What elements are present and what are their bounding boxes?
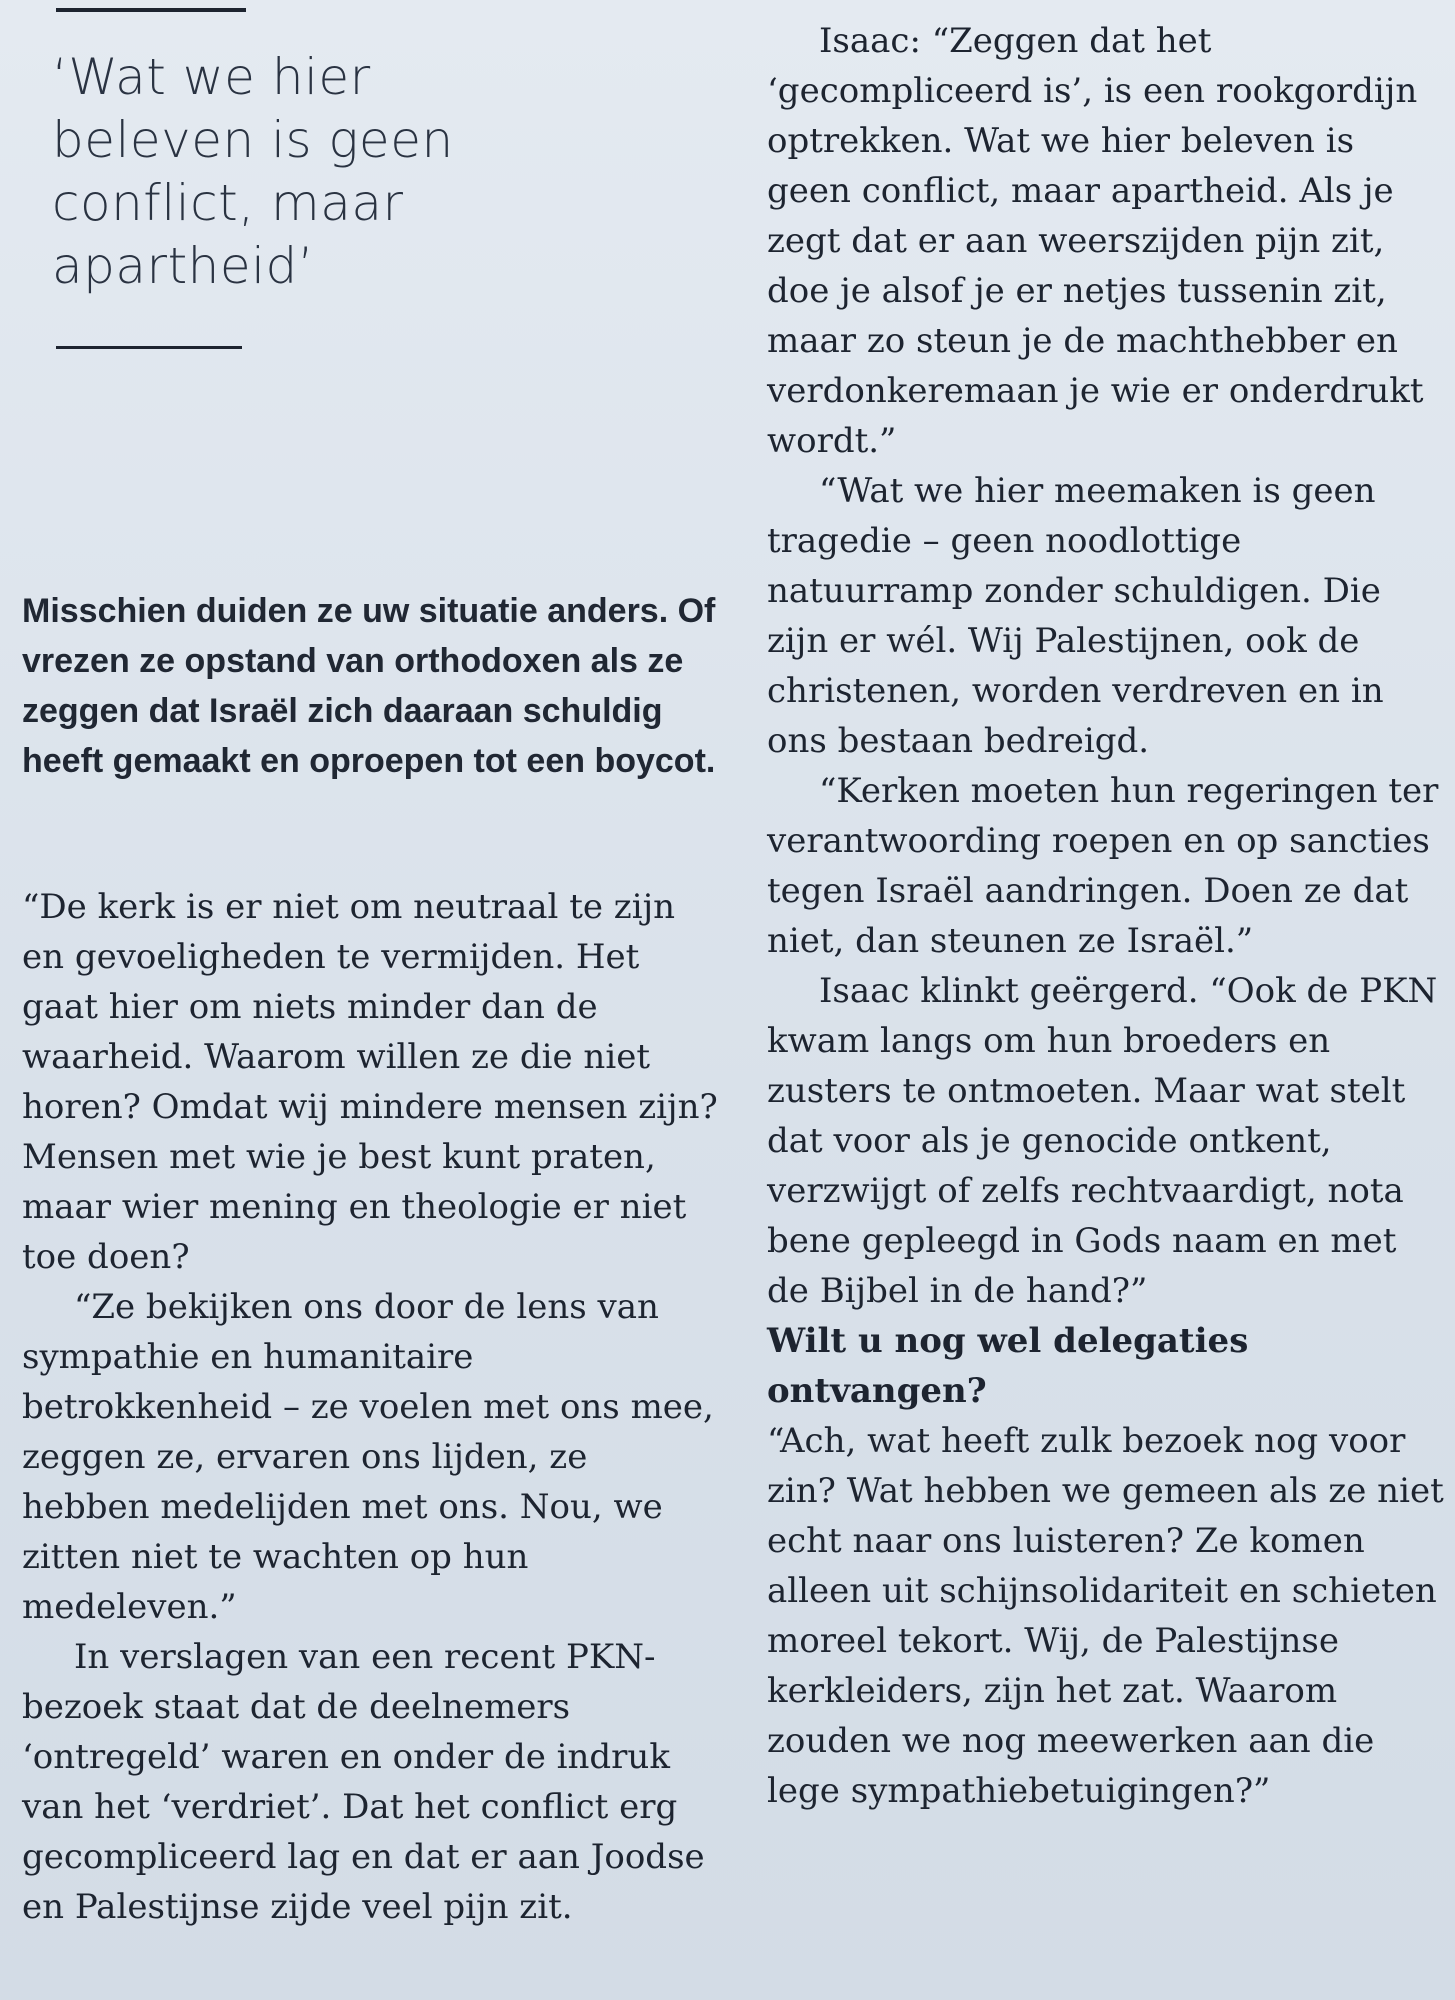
interview-question-1: Misschien duiden ze uw situatie anders. Of vrezen ze opstand van orthodoxen als ze zeggen dat Israël zich daaraan schuldig heeft gemaakt en oproepen tot een boycot. — [22, 592, 716, 780]
pullquote-top-rule — [56, 8, 246, 12]
paragraph: “Kerken moeten hun regeringen ter verantwoording roepen en op sancties tegen Israël aandringen. Doen ze dat niet, dan steunen ze Israël.” — [767, 771, 1439, 961]
left-body-text — [22, 882, 722, 1932]
paragraph: Isaac klinkt geërgerd. “Ook de PKN kwam langs om hun broeders en zusters te ontmoeten. Maar wat stelt dat voor als je genocide ontkent, verzwijgt of zelfs rechtvaardigt, nota bene gepleegd in Gods naam en met de Bijbel in de hand?” — [767, 971, 1438, 1311]
pullquote-bottom-rule — [56, 346, 242, 349]
paragraph: In verslagen van een recent PKN-bezoek staat dat de deelnemers ‘ontregeld’ waren en onder de indruk van het ‘verdriet’. Dat het conflict erg gecompliceerd lag en dat er aan Joodse en Palestijnse zijde veel pijn zit. — [22, 1637, 705, 1927]
paragraph: Isaac: “Zeggen dat het ‘gecompliceerd is’, is een rookgordijn optrekken. Wat we hier beleven is geen conflict, maar apartheid. Als je zegt dat er aan weerszijden pijn zit, doe je alsof je er netjes tussenin zit, maar zo steun je de machthebber en verdonkeremaan je wie er onderdrukt wordt.” — [767, 21, 1424, 461]
right-column — [767, 16, 1447, 1816]
paragraph: “De kerk is er niet om neutraal te zijn en gevoeligheden te vermijden. Het gaat hier om niets minder dan de waarheid. Waarom willen ze die niet horen? Omdat wij mindere mensen zijn? Mensen met wie je best kunt praten, maar wier mening en theologie er niet toe doen? — [22, 887, 718, 1277]
paragraph: “Ach, wat heeft zulk bezoek nog voor zin? Wat hebben we gemeen als ze niet echt naar ons luisteren? Ze komen alleen uit schijnsolidariteit en schieten moreel tekort. Wij, de Palestijnse kerkleiders, zijn het zat. Waarom zouden we nog meewerken aan die lege sympathiebetuigingen?” — [767, 1421, 1444, 1811]
paragraph: “Ze bekijken ons door de lens van sympathie en humanitaire betrokkenheid – ze voelen met ons mee, zeggen ze, ervaren ons lijden, ze hebben medelijden met ons. Nou, we zitten niet te wachten op hun medeleven.” — [22, 1287, 714, 1627]
paragraph: “Wat we hier meemaken is geen tragedie – geen noodlottige natuurramp zonder schuldigen. Die zijn er wél. Wij Palestijnen, ook de christenen, worden verdreven en in ons bestaan bedreigd. — [767, 471, 1384, 761]
interview-question-2: Wilt u nog wel delegaties ontvangen? — [767, 1321, 1249, 1411]
pullquote: ‘Wat we hier beleven is geen conflict, maar apartheid’ — [52, 48, 454, 295]
